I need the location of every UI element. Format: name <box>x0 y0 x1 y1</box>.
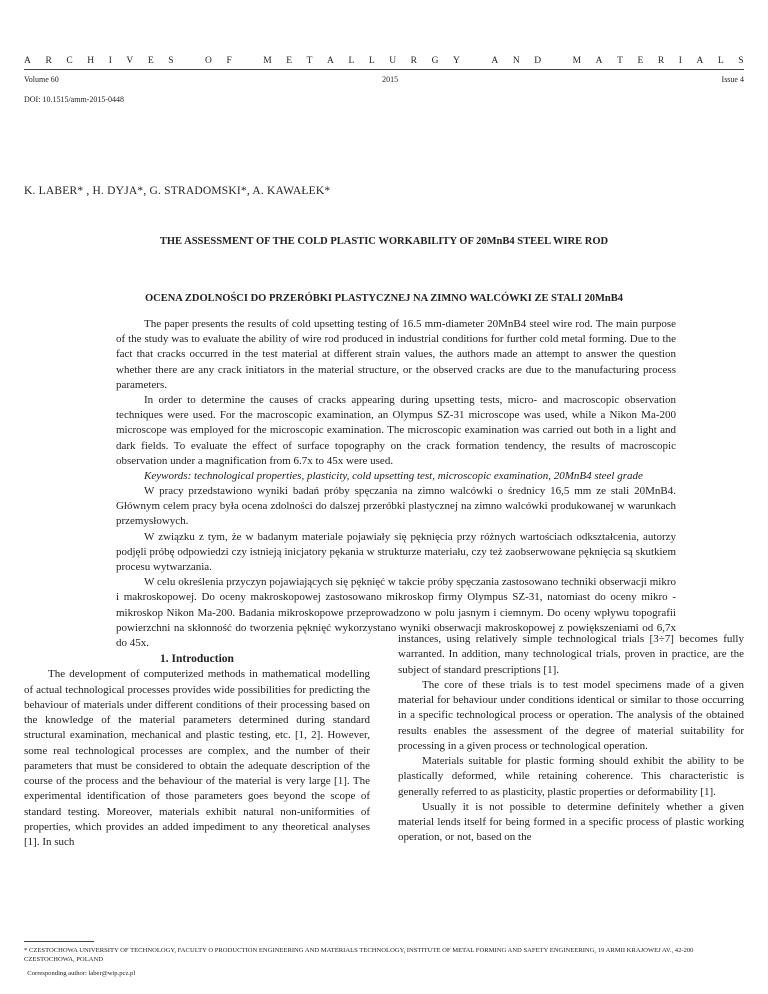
journal-title-letter: E <box>286 56 293 66</box>
journal-title-letter: T <box>617 56 623 66</box>
journal-title-letter: M <box>263 56 272 66</box>
journal-title-letter: L <box>348 56 355 66</box>
title-english: THE ASSESSMENT OF THE COLD PLASTIC WORKABILITY OF 20MnB4 STEEL WIRE ROD <box>159 236 609 247</box>
left-column <box>24 652 370 850</box>
abstract-pl-paragraph-3: W celu określenia przyczyn pojawiających się pęknięć w takcie próby spęczania zastosowano techniki obserwacji mikro i makroskopowej. Do oceny makroskopowej zastosowano mikroskop firmy Olympus SZ-31, natomiast do oceny mikro - mikroskop Nikon Ma-200. Badania mikroskopowe przeprowadzono w polu jasnym i ciemnym. Do oceny wpływu topografii powierzchni na skłonność do tworzenia pęknięć wykorzystano wyniki obserwacji makroskopowej z powiększeniami od 6,7x do 45x. <box>116 576 676 650</box>
intro-paragraph-2: The core of these trials is to test model specimens made of a given material for behaviour under conditions identical or similar to those occurring in a specific technological process or operation. The analysis of the obtained results enables the assessment of the degree of material suitability for processing in a given process or technological operation. <box>398 678 744 752</box>
right-column <box>398 632 744 846</box>
journal-title-letter <box>556 56 558 66</box>
intro-paragraph-3: Materials suitable for plastic forming should exhibit the ability to be plastically deformed, while retaining coherence. This characteristic is generally referred to as plasticity, plastic properties or deformability [1]. <box>398 755 744 798</box>
journal-title-letter: E <box>147 56 154 66</box>
journal-title-letter: A <box>491 56 499 66</box>
journal-title-letter: S <box>738 56 744 66</box>
keywords <box>116 469 676 484</box>
volume: Volume 60 <box>24 75 59 84</box>
journal-title-letter: N <box>512 56 520 66</box>
doi: DOI: 10.1515/amm-2015-0448 <box>24 95 124 104</box>
journal-title-letter <box>188 56 190 66</box>
journal-title-letter: T <box>306 56 313 66</box>
abstract-en-paragraph-2: In order to determine the causes of cracks appearing during upsetting tests, micro- and macroscopic observation techniques were used. For the macroscopic examination, an Olympus SZ-31 microscope was used, while a Nikon Ma-200 microscope was employed for the microscopic examination. The microscopic examination was carried out both in a light and dark fields. To evaluate the effect of surface topography on the crack formation tendency, the results of macroscopic observation under a magnification from 6.7x to 45x were used. <box>116 394 676 467</box>
header-rule <box>24 69 744 70</box>
journal-title-letter: G <box>431 56 439 66</box>
title-polish: OCENA ZDOLNOŚCI DO PRZERÓBKI PLASTYCZNEJ NA ZIMNO WALCÓWKI ZE STALI 20MnB4 <box>144 293 624 304</box>
abstract-pl-paragraph-1: W pracy przedstawiono wyniki badań próby spęczania na zimno walcówki o średnicy 16,5 mm ze stali 20MnB4. Głównym celem pracy była ocena zdolności do dalszej przeróbki plastycznej na zimno walcówki produkowanej w warunkach przemysłowych. <box>116 485 676 528</box>
journal-title-letter <box>474 56 476 66</box>
journal-title-letter: A <box>24 56 31 66</box>
journal-title-letter: L <box>717 56 724 66</box>
journal-title-letter: I <box>678 56 682 66</box>
journal-title-letter: R <box>45 56 52 66</box>
journal-title-letter: R <box>657 56 665 66</box>
keywords-label: Keywords: <box>144 470 192 483</box>
volume-row <box>24 75 744 84</box>
footnote-rule <box>24 941 94 942</box>
keywords-text: technological properties, plasticity, cold upsetting test, microscopic examination, 20MnB4 steel grade <box>194 470 643 483</box>
journal-title-letter: V <box>126 56 134 66</box>
corresponding-author: Corresponding author: laber@wip.pcz.pl <box>24 970 136 977</box>
journal-title-letter: D <box>534 56 542 66</box>
abstract-english <box>116 317 676 484</box>
year: 2015 <box>382 75 399 84</box>
journal-title-letter: A <box>696 56 704 66</box>
journal-title-letter: M <box>572 56 582 66</box>
journal-title-letter: C <box>66 56 73 66</box>
journal-title-letter <box>246 56 248 66</box>
abstract-en-paragraph-1: The paper presents the results of cold upsetting testing of 16.5 mm-diameter 20MnB4 steel wire rod. The main purpose of the study was to evaluate the ability of wire rod produced in industrial conditions for further cold metal forming. Due to the fact that cracks occurred in the test material at different strain values, the authors made an attempt to answer the question whether there are any crack initiators in the material structure, or the observed cracks are due to the manufacturing process parameters. <box>116 318 676 391</box>
journal-title-letter: L <box>368 56 375 66</box>
authors: K. LABER* , H. DYJA*, G. STRADOMSKI*, A. KAWAŁEK* <box>24 185 331 197</box>
journal-title-letter: I <box>108 56 112 66</box>
section-heading-introduction: 1. Introduction <box>160 653 234 665</box>
journal-title-letter: Y <box>453 56 460 66</box>
journal-title-letter: F <box>226 56 232 66</box>
journal-title-letter: R <box>410 56 417 66</box>
journal-title-letter: A <box>595 56 603 66</box>
journal-title-letter: S <box>168 56 174 66</box>
abstract-polish <box>116 484 676 651</box>
journal-title-letter: H <box>87 56 95 66</box>
affiliation-footnote: * CZESTOCHOWA UNIVERSITY OF TECHNOLOGY, FACULTY O PRODUCTION ENGINEERING AND MATERIALS TECHNOLOGY, INSTITUTE OF METAL FORMING AND SAFETY ENGINEERING, 19 ARMII KRAJOWEJ AV., 42-200 CZESTOCHOWA, POLAND <box>24 947 694 963</box>
abstract-pl-paragraph-2: W związku z tym, że w badanym materiale pojawiały się pęknięcia przy różnych wartościach odkształcenia, autorzy podjęli próbę odpowiedzi czy istnieją inicjatory pękania w strukturze materiału, czy też zaobserwowane pęknięcia są skutkiem procesu wytwarzania. <box>116 530 676 574</box>
intro-paragraph-continued: instances, using relatively simple technological trials [3÷7] becomes fully warranted. In addition, many technological trials, proven in practice, are the subject of standard prescriptions [1]. <box>398 633 744 676</box>
intro-paragraph-4: Usually it is not possible to determine definitely whether a given material lends itself for being formed in a specific process of plastic working operation, or not, based on the <box>398 800 744 844</box>
issue: Issue 4 <box>721 75 744 84</box>
journal-title-letter: E <box>637 56 644 66</box>
journal-title-letter: O <box>205 56 212 66</box>
journal-title-header <box>24 56 744 66</box>
journal-title-letter: A <box>327 56 334 66</box>
journal-title-letter: U <box>389 56 397 66</box>
intro-paragraph-1: The development of computerized methods in mathematical modelling of actual technological processes provides wide possibilities for predicting the behaviour of materials under different conditions of their processing based on the knowledge of the material parameters determined during standard structural examination, mechanical and plastic testing, etc. [1, 2]. However, some real technological processes are complex, and the number of their parameters that must be considered to obtain the adequate description of the course of the process and the behaviour of the material is very large [1]. The experimental identification of those parameters goes beyond the scope of standard testing. Moreover, materials exhibit natural non-uniformities of properties, which provides an added impediment to any theoretical analyses [1]. In such <box>24 668 370 848</box>
